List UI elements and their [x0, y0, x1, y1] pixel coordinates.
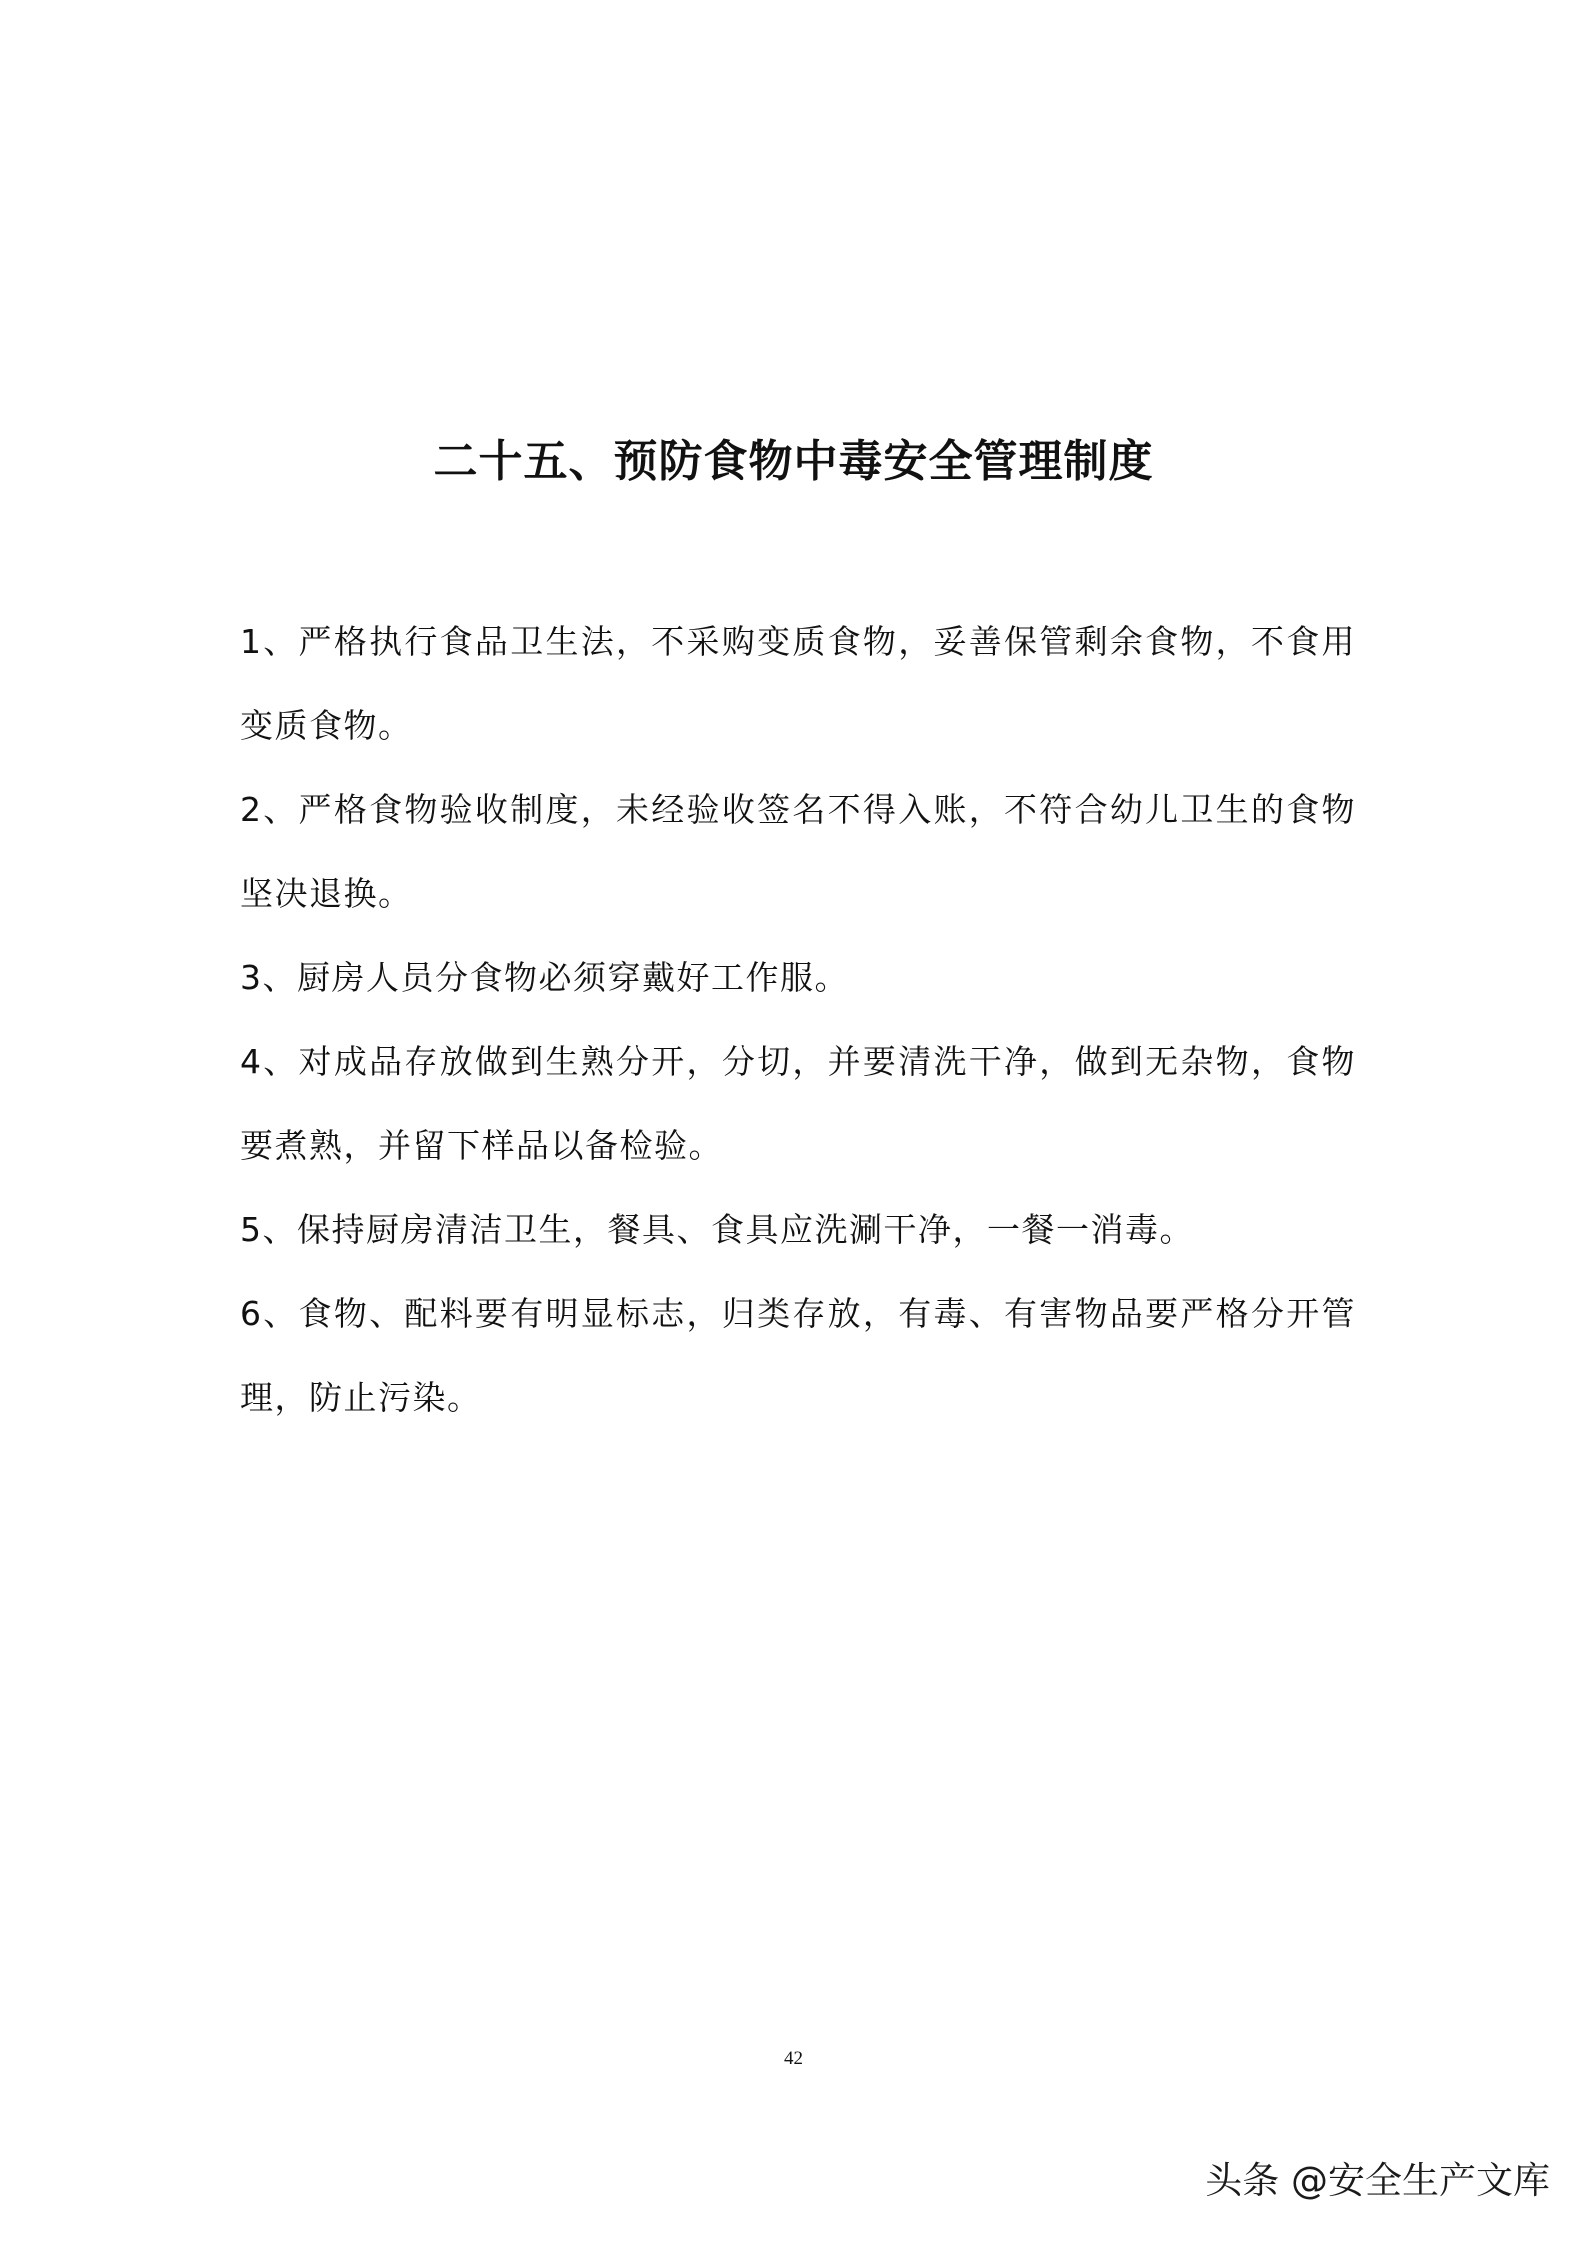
regulation-item-5: 5、保持厨房清洁卫生，餐具、食具应洗涮干净，一餐一消毒。 [240, 1210, 1194, 1249]
source-watermark: 头条 @安全生产文库 [1205, 2159, 1550, 2202]
document-title: 二十五、预防食物中毒安全管理制度 [433, 436, 1154, 487]
regulation-item-6: 6、食物、配料要有明显标志，归类存放，有毒、有害物品要严格分开管理，防止污染。 [240, 1294, 1356, 1417]
page-number: 42 [784, 2048, 803, 2069]
regulation-item-1: 1、严格执行食品卫生法，不采购变质食物，妥善保管剩余食物，不食用变质食物。 [240, 622, 1356, 745]
regulation-item-3: 3、厨房人员分食物必须穿戴好工作服。 [240, 958, 849, 997]
regulation-item-4: 4、对成品存放做到生熟分开，分切，并要清洗干净，做到无杂物，食物要煮熟，并留下样品以备检验。 [240, 1042, 1356, 1165]
regulation-item-2: 2、严格食物验收制度，未经验收签名不得入账，不符合幼儿卫生的食物坚决退换。 [240, 790, 1356, 913]
regulation-list [240, 600, 1356, 1440]
